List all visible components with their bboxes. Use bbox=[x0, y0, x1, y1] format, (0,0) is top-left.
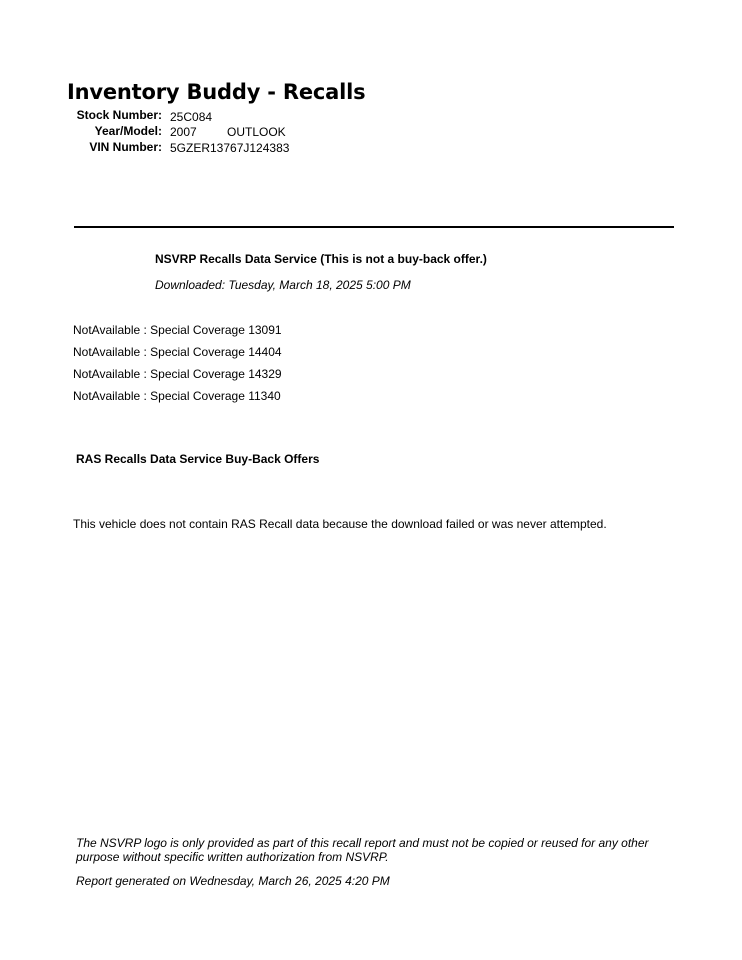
recall-list bbox=[73, 322, 282, 410]
list-item: NotAvailable : Special Coverage 13091 bbox=[73, 323, 282, 337]
nsvrp-section-heading: NSVRP Recalls Data Service (This is not a buy-back offer.) bbox=[155, 252, 487, 266]
download-timestamp: Downloaded: Tuesday, March 18, 2025 5:00 PM bbox=[155, 278, 411, 292]
list-item: NotAvailable : Special Coverage 14404 bbox=[73, 345, 282, 359]
year-model-label: Year/Model: bbox=[94, 124, 162, 138]
stock-number-label: Stock Number: bbox=[76, 108, 162, 122]
list-item: NotAvailable : Special Coverage 14329 bbox=[73, 367, 282, 381]
vin-number-value: 5GZER13767J124383 bbox=[170, 141, 290, 155]
vin-number-label: VIN Number: bbox=[89, 140, 162, 154]
page-title: Inventory Buddy - Recalls bbox=[67, 80, 366, 104]
list-item: NotAvailable : Special Coverage 11340 bbox=[73, 389, 281, 403]
report-generated-timestamp: Report generated on Wednesday, March 26, 2025 4:20 PM bbox=[76, 874, 390, 888]
ras-section-heading: RAS Recalls Data Service Buy-Back Offers bbox=[76, 452, 320, 466]
year-model-row bbox=[0, 124, 742, 140]
ras-status-message: This vehicle does not contain RAS Recall data because the download failed or was never attempted. bbox=[73, 517, 607, 531]
vin-number-row bbox=[0, 140, 742, 156]
stock-number-row bbox=[0, 108, 742, 124]
model-value: OUTLOOK bbox=[227, 125, 286, 139]
section-divider bbox=[74, 226, 674, 228]
stock-number-value: 25C084 bbox=[170, 110, 213, 124]
year-value: 2007 bbox=[170, 125, 197, 139]
logo-disclaimer: The NSVRP logo is only provided as part of this recall report and must not be copied or reused for any other purpose without specific written authorization from NSVRP. bbox=[76, 836, 649, 864]
